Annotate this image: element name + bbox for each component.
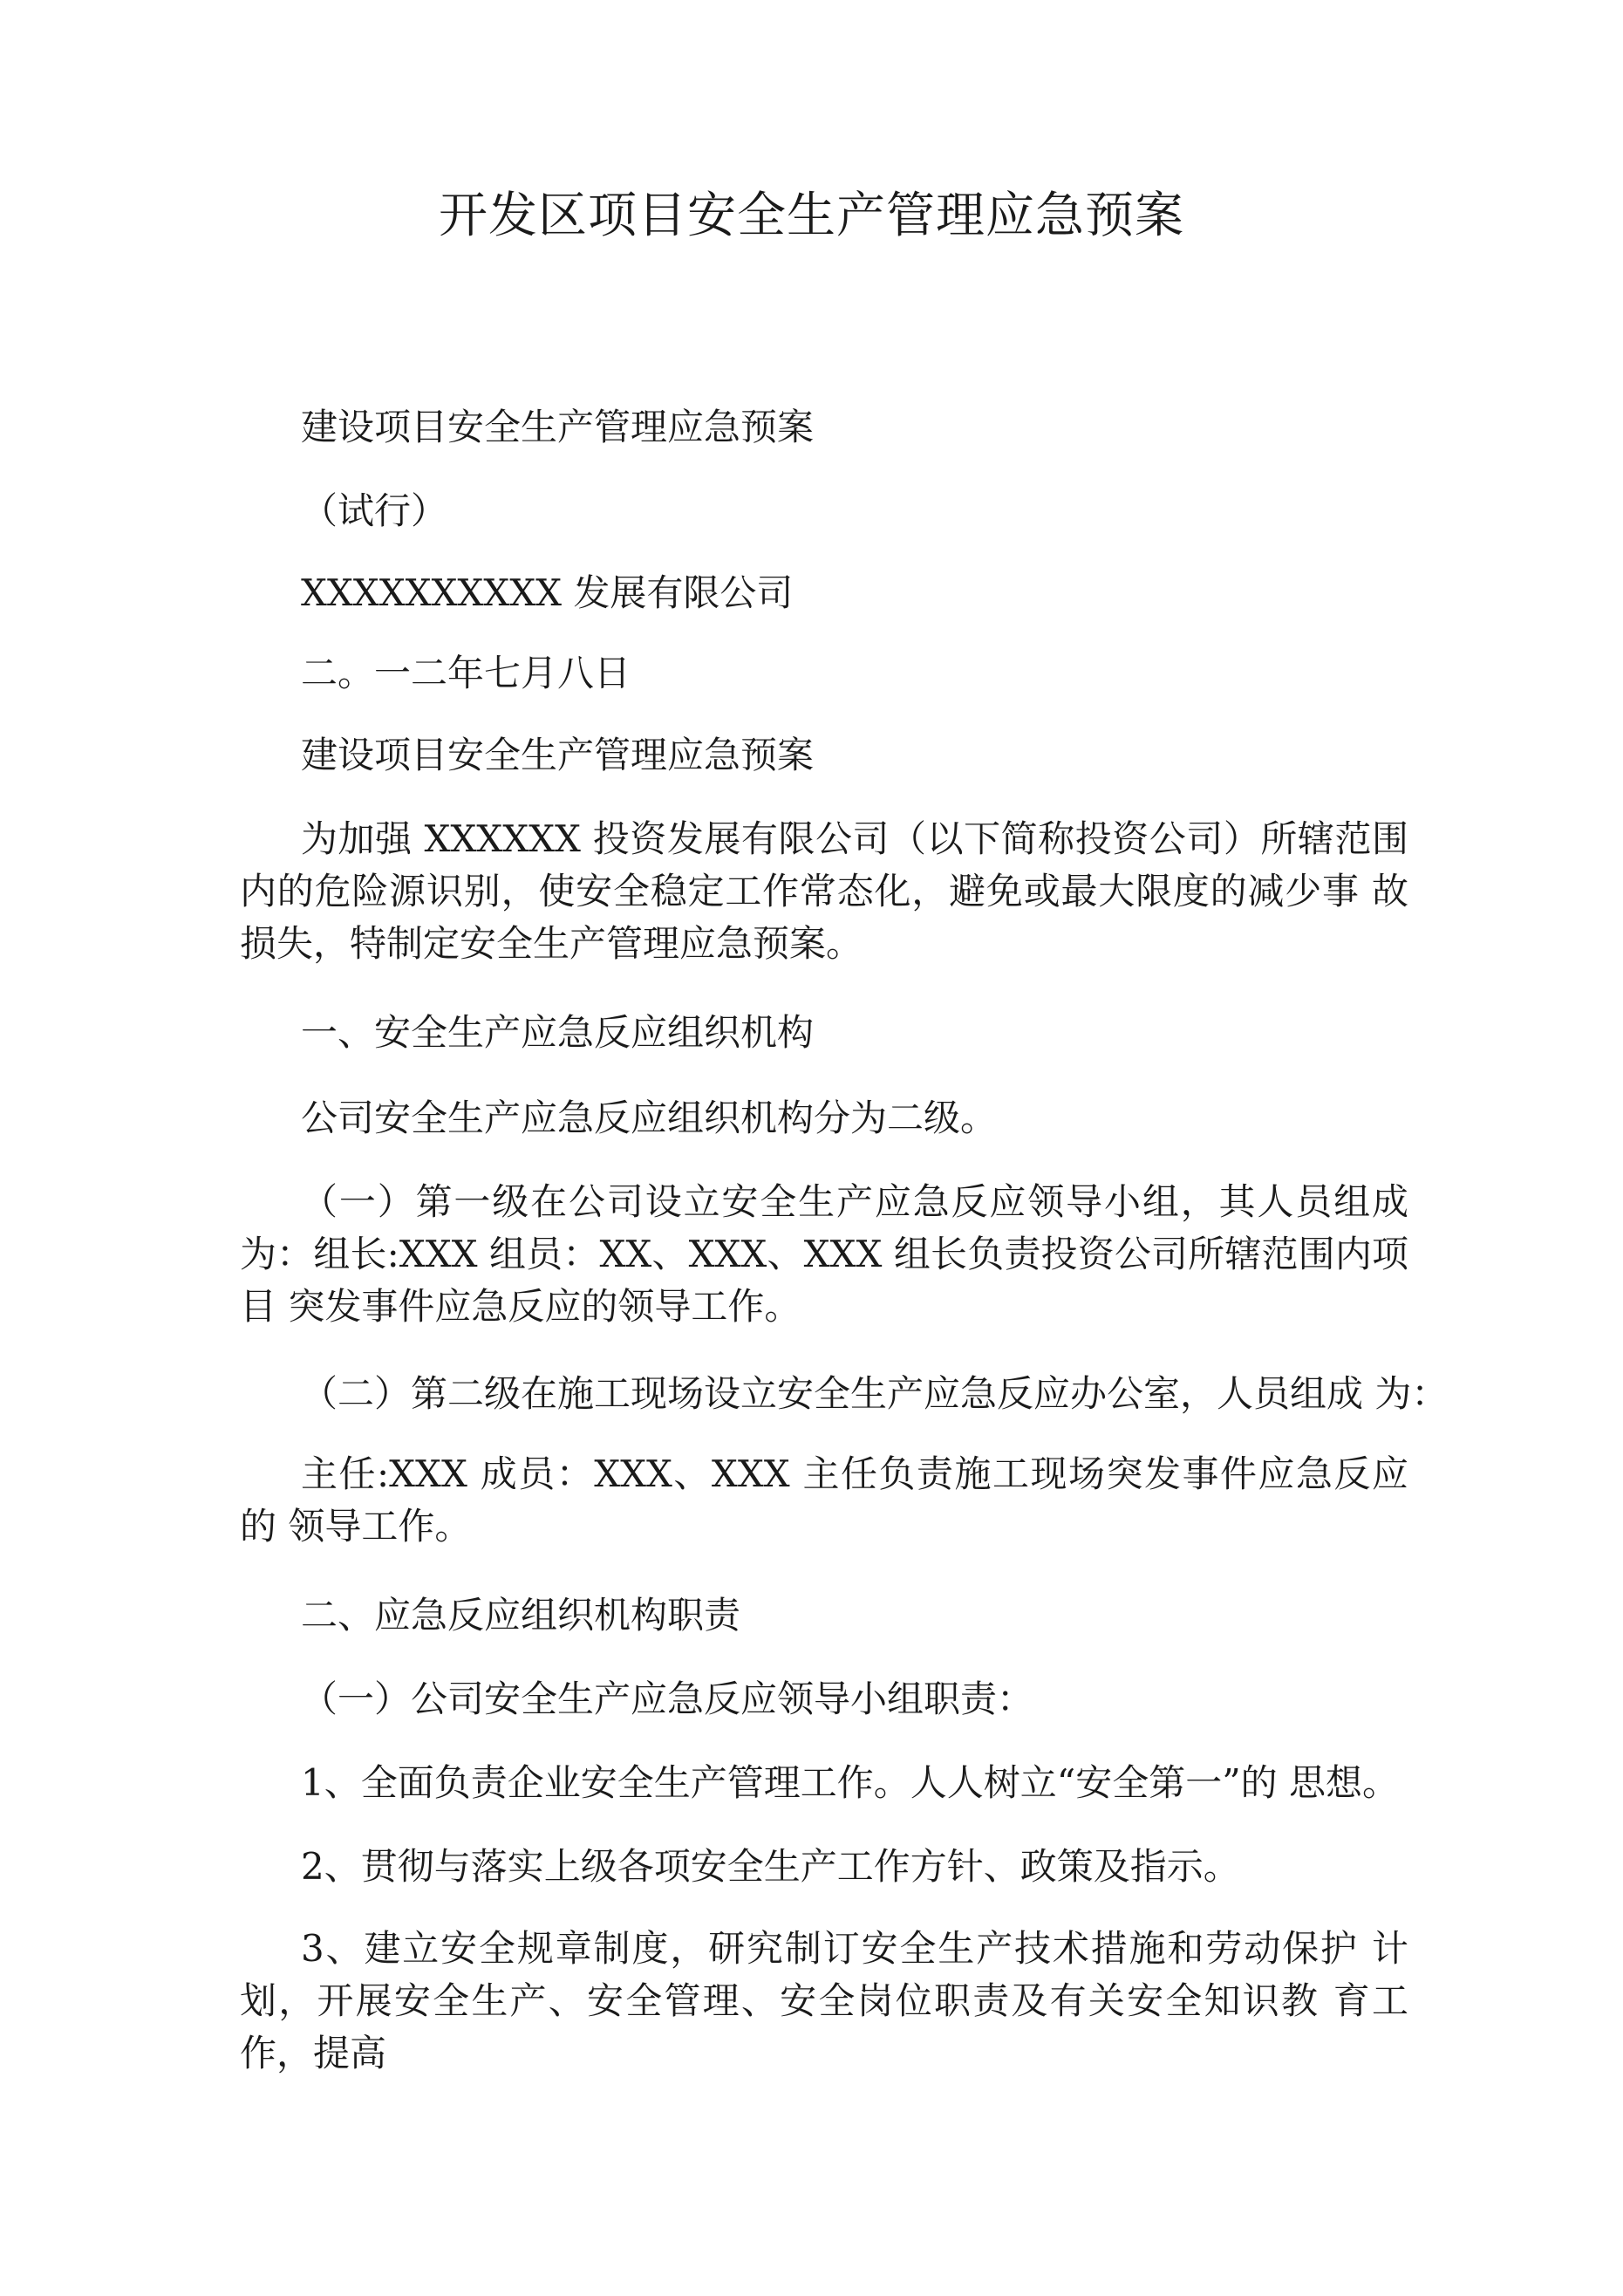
- section2-subheading: （一）公司安全生产应急反应领导小组职责：: [301, 1678, 1034, 1720]
- document-date: 二。一二年七月八日: [301, 652, 631, 694]
- duty-item-2: 2、贯彻与落实上级各项安全生产工作方针、政策及指示。: [301, 1845, 1240, 1888]
- level2-members-paragraph: 主任:XXX 成员：XXX、XXX 主任负责施工现场突发事件应急反应的 领导工作。: [240, 1452, 1408, 1548]
- level2-line: （二）第二级在施工现场设立安全生产应急反应办公室，人员组成 为：: [301, 1372, 1449, 1415]
- trial-note: （试行）: [301, 489, 448, 532]
- body-title: 建设项目安全生产管理应急预案: [301, 734, 815, 776]
- section2-heading: 二、应急反应组织机构职责: [301, 1594, 741, 1637]
- section1-heading: 一、安全生产应急反应组织机构: [301, 1011, 815, 1054]
- company-name: XXXXXXXXXX 发展有限公司: [301, 571, 794, 614]
- intro-paragraph: 为加强 XXXXXX 投资发展有限公司（以下简称投资公司）所辖范围 内的危险源识别，使安全稳定工作常态化，避免或最大限度的减少事 故损失，特制定安全生产管理应急预案。: [240, 817, 1408, 965]
- duty-item-3: 3、建立安全规章制度，研究制订安全生产技术措施和劳动保护 计划，开展安全生产、安全管理、安全岗位职责及有关安全知识教 育工作，提高: [240, 1927, 1408, 2074]
- cover-title: 建设项目安全生产管理应急预案: [301, 406, 815, 448]
- section1-text: 公司安全生产应急反应组织机构分为二级。: [301, 1097, 998, 1139]
- level1-paragraph: （一）第一级在公司设立安全生产应急反应领导小组，其人员组成 为：组长:XXX 组员：XX、XXX、XXX 组长负责投资公司所辖范围内项目 突发事件应急反应的领导工作。: [240, 1180, 1408, 1328]
- document-title: 开发区项目安全生产管理应急预案: [439, 188, 1184, 244]
- duty-item-1: 1、全面负责企业安全生产管理工作。人人树立“安全第一”的 思想。: [301, 1761, 1400, 1804]
